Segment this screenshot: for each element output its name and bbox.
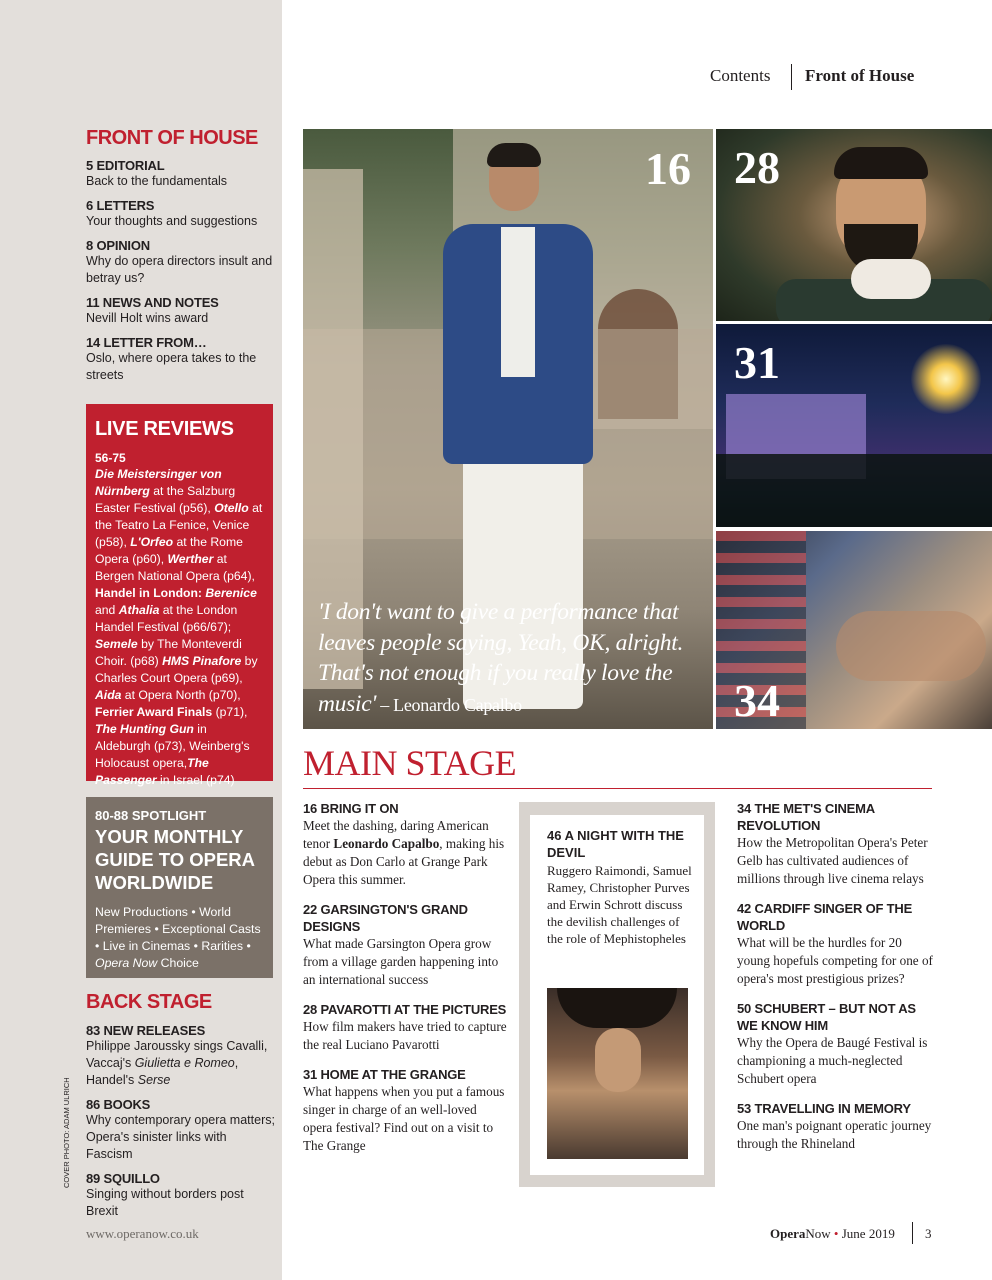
entry-body-text: , Handel's [86, 1056, 239, 1087]
footer-url[interactable]: www.operanow.co.uk [86, 1226, 199, 1241]
spotlight-kicker: 80-88 SPOTLIGHT [95, 808, 207, 823]
live-reviews-body [95, 466, 264, 789]
review-text-run: at the Rome Opera (p60), [95, 535, 243, 566]
live-reviews-box [86, 404, 273, 787]
article-entry [737, 1000, 937, 1088]
review-text-run: at the London Handel Festival (p66/67); [95, 603, 238, 634]
front-of-house-section [86, 127, 276, 392]
main-stage-title: MAIN STAGE [303, 743, 517, 783]
review-text-run: The Hunting Gun [95, 722, 194, 736]
review-text-run: Otello [214, 501, 249, 515]
entry-body-italic: Serse [137, 1073, 171, 1087]
article-body: What happens when you put a famous singer in charge of an well-loved opera festival? Find out on a visit to The Grange [303, 1084, 505, 1153]
entry-heading: 11 NEWS AND NOTES [86, 295, 219, 310]
front-of-house-entry [86, 238, 276, 287]
entry-body-italic: Giulietta e Romeo [134, 1056, 235, 1070]
review-text-run: HMS Pinafore [162, 654, 242, 668]
article-body: What will be the hurdles for 20 young hopefuls competing for one of opera's most prestigious prizes? [737, 935, 933, 986]
spotlight-box [86, 797, 273, 978]
spotlight-title: YOUR MONTHLY GUIDE TO OPERA WORLDWIDE [95, 826, 255, 893]
back-stage-entry [86, 1097, 276, 1163]
entry-heading: 89 SQUILLO [86, 1171, 160, 1186]
live-reviews-title: LIVE REVIEWS [95, 418, 234, 440]
page-number-28: 28 [734, 142, 780, 193]
article-entry [303, 901, 508, 989]
footer-brand-b: Now [805, 1226, 831, 1241]
article-body: One man's poignant operatic journey through the Rhineland [737, 1118, 932, 1151]
review-text-run: in Israel (p74) [156, 773, 235, 787]
front-of-house-entry [86, 158, 276, 190]
spotlight-desc-italic: Opera Now [95, 956, 158, 970]
firework-burst [911, 344, 981, 414]
review-text-run: Die Meistersinger von Nürnberg [95, 467, 222, 498]
article-entry [737, 800, 937, 888]
page-number-31: 31 [734, 337, 780, 388]
mephistopheles-photo [547, 988, 688, 1159]
article-heading: 53 TRAVELLING IN MEMORY [737, 1101, 911, 1116]
review-text-run: Athalia [118, 603, 160, 617]
spotlight-description [95, 904, 264, 972]
main-stage-column-1 [303, 800, 508, 1167]
review-text-run: and [95, 603, 119, 617]
figure-shirt [501, 227, 535, 377]
review-text-run: L'Orfeo [130, 535, 174, 549]
article-heading: 34 THE MET'S CINEMA REVOLUTION [737, 801, 875, 833]
back-stage-list [86, 1023, 276, 1220]
review-text-run: by The Monteverdi Choir. (p68) [95, 637, 242, 668]
back-stage-entry [86, 1023, 276, 1089]
article-entry [737, 900, 937, 988]
review-text-run: at the Salzburg Easter Festival (p56), [95, 484, 236, 515]
article-entry [303, 1001, 508, 1054]
article-heading: 42 CARDIFF SINGER OF THE WORLD [737, 901, 913, 933]
capalbo-quote [318, 597, 708, 720]
page-number-16: 16 [645, 143, 691, 194]
entry-body: Singing without borders post Brexit [86, 1187, 244, 1218]
article-body [303, 817, 508, 889]
footer-page-number: 3 [925, 1226, 932, 1241]
entry-body: Why contemporary opera matters; Opera's sinister links with Fascism [86, 1113, 275, 1161]
header-divider [791, 64, 792, 90]
article-entry [303, 800, 508, 889]
front-of-house-entry [86, 295, 276, 327]
entry-body: Back to the fundamentals [86, 174, 228, 188]
entry-heading: 83 NEW RELEASES [86, 1023, 206, 1038]
figure-hair [487, 143, 541, 167]
spotlight-desc-text: New Productions • World Premieres • Exceptional Casts • Live in Cinemas • Rarities • [95, 905, 261, 953]
devil-face [595, 1028, 641, 1092]
entry-heading: 8 OPINION [86, 238, 150, 253]
review-text-run: Aida [95, 688, 122, 702]
feature-heading: 46 A NIGHT WITH THE DEVIL [547, 828, 684, 860]
front-of-house-entry [86, 198, 276, 230]
entry-body [86, 1038, 276, 1089]
back-stage-section [86, 991, 276, 1228]
pavarotti-scarf [851, 259, 931, 299]
front-of-house-title: FRONT OF HOUSE [86, 127, 258, 149]
review-text-run: (p71), [212, 705, 248, 719]
review-text-run: The Passenger [95, 756, 209, 787]
review-text-run: at Opera North (p70), [121, 688, 241, 702]
entry-heading: 5 EDITORIAL [86, 158, 165, 173]
article-body-text: , making his debut as Don Carlo at Grange Park Opera this summer. [303, 836, 505, 887]
article-body-bold: Leonardo Capalbo [333, 836, 440, 851]
review-text-run: Werther [167, 552, 214, 566]
footer-issue [770, 1226, 895, 1242]
article-heading: 22 GARSINGTON'S GRAND DESIGNS [303, 902, 468, 934]
devil-hat [557, 988, 677, 1028]
article-heading: 50 SCHUBERT – BUT NOT AS WE KNOW HIM [737, 1001, 916, 1033]
article-body: How film makers have tried to capture the real Luciano Pavarotti [303, 1019, 507, 1052]
front-of-house-list [86, 158, 276, 384]
main-stage-column-3 [737, 800, 937, 1165]
review-text-run: at the Teatro La Fenice, Venice (p58), [95, 501, 263, 549]
article-entry [303, 1066, 508, 1155]
entry-heading: 86 BOOKS [86, 1097, 151, 1112]
live-reviews-pages: 56-75 [95, 451, 126, 465]
article-heading: 16 BRING IT ON [303, 801, 399, 816]
entry-body-text: Philippe Jaroussky sings Cavalli, Vaccaj's [86, 1039, 268, 1070]
back-stage-title: BACK STAGE [86, 991, 212, 1013]
feature-body: Ruggero Raimondi, Samuel Ramey, Christopher Purves and Erwin Schrott discuss the devilish challenges of the role of Mephistopheles [547, 863, 692, 946]
spotlight-desc-end: Choice [157, 956, 199, 970]
review-text-run: at Bergen National Opera (p64), [95, 552, 255, 583]
review-text-run: Ferrier Award Finals [95, 705, 213, 719]
cover-photo-credit: COVER PHOTO: ADAM ULRICH [62, 1077, 71, 1188]
article-body: What made Garsington Opera grow from a village garden happening into an international success [303, 936, 499, 987]
pavarotti-hair [834, 147, 928, 179]
article-body-text: Meet the dashing, daring American tenor [303, 818, 489, 851]
entry-body: Why do opera directors insult and betray us? [86, 254, 273, 285]
entry-heading: 6 LETTERS [86, 198, 155, 213]
page-number-34: 34 [734, 675, 780, 726]
tree-line [716, 454, 992, 527]
front-of-house-entry [86, 335, 276, 384]
footer-divider [912, 1222, 913, 1244]
back-stage-entry [86, 1171, 276, 1220]
quote-attribution: – Leonardo Capalbo [376, 694, 522, 715]
article-heading: 28 PAVAROTTI AT THE PICTURES [303, 1002, 507, 1017]
review-text-run: Semele [95, 637, 138, 651]
crew-members [836, 611, 986, 681]
article-body: How the Metropolitan Opera's Peter Gelb has cultivated audiences of millions through live cinema relays [737, 835, 928, 886]
header-section-label: Front of House [805, 66, 915, 85]
review-text-run: Berenice [205, 586, 257, 600]
article-body: Why the Opera de Baugé Festival is championing a much-neglected Schubert opera [737, 1035, 928, 1086]
entry-body: Oslo, where opera takes to the streets [86, 351, 257, 382]
header-contents-label: Contents [710, 66, 771, 85]
entry-body: Your thoughts and suggestions [86, 214, 258, 228]
footer-dot: • [833, 1226, 839, 1241]
review-text-run: by Charles Court Opera (p69), [95, 654, 258, 685]
article-entry [737, 1100, 937, 1153]
article-heading: 31 HOME AT THE GRANGE [303, 1067, 466, 1082]
entry-heading: 14 LETTER FROM… [86, 335, 207, 350]
main-stage-rule [303, 788, 932, 789]
footer-brand-a: Opera [770, 1226, 806, 1241]
entry-body: Nevill Holt wins award [86, 311, 209, 325]
footer-date: June 2019 [838, 1226, 895, 1241]
quote-text: 'I don't want to give a performance that leaves people saying, Yeah, OK, alright. That's not enough if you really love the music' [318, 599, 684, 717]
review-text-run: Handel in London: [95, 586, 206, 600]
review-text-run: in Aldeburgh (p73), Weinberg's Holocaust opera, [95, 722, 250, 770]
